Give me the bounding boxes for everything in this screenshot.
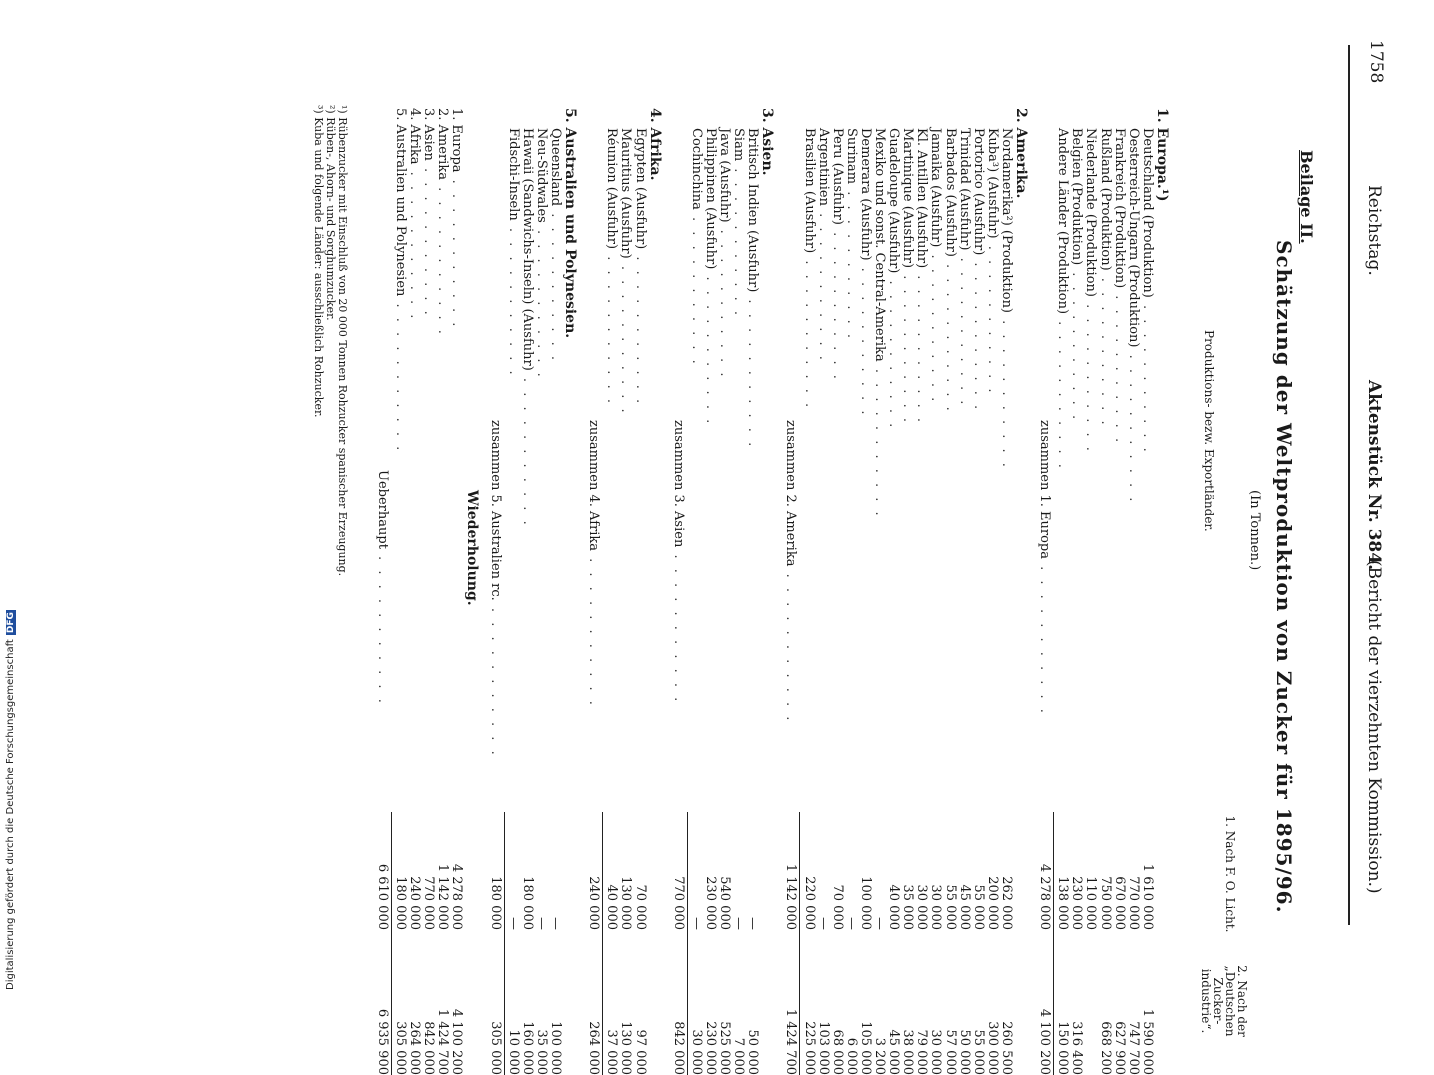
row-label-text: 2. Amerika	[435, 108, 451, 180]
value-licht: 35 000	[900, 884, 916, 930]
row-label	[435, 108, 449, 337]
row-label-text: Demerara (Ausfuhr)	[858, 128, 873, 261]
section-total-row	[670, 0, 686, 1075]
leader-dots: . . . . . . . . . . .	[942, 256, 958, 414]
row-label-text: Brasilien (Ausfuhr)	[801, 128, 817, 254]
leader-dots: . . . . . . . . . . .	[1125, 347, 1141, 505]
value-licht: 40 000	[886, 884, 902, 930]
value-licht: 1 142 000	[435, 863, 451, 930]
value-licht: 110 000	[1083, 876, 1099, 930]
leader-dots: . . . . . . . . . . .	[586, 551, 602, 708]
value-zuckerindustrie: 842 000	[421, 1021, 437, 1075]
leader-dots: . . . . . . . . . . .	[801, 253, 817, 411]
row-label-text: Cochinchina	[688, 128, 704, 210]
row-label-text: Argentinien	[815, 128, 831, 206]
leader-dots: . . . . . . . . . . .	[900, 268, 916, 425]
row-label	[717, 128, 731, 379]
value-zuckerindustrie: 747 700	[1125, 1021, 1141, 1075]
leader-dots: . . . . . . . . . . .	[670, 547, 686, 705]
value-zuckerindustrie: 68 000	[829, 1029, 845, 1075]
table-row	[632, 0, 648, 1075]
section-heading: 1. Europa.¹)	[1154, 108, 1170, 202]
dfg-logo: DFG	[6, 612, 16, 634]
row-label-text: Trinidad (Ausfuhr)	[956, 128, 972, 251]
unit-label: (In Tonnen.)	[1247, 490, 1262, 571]
value-licht: 750 000	[1097, 876, 1113, 930]
leader-dots: . . . . . . . . . . .	[618, 258, 634, 416]
table-row	[1111, 0, 1127, 1075]
row-label-text: Fidschi-Inseln	[505, 128, 521, 221]
value-zuckerindustrie: 264 000	[407, 1021, 423, 1075]
value-licht: 220 000	[801, 876, 817, 930]
table-row	[886, 0, 902, 1075]
table-row	[519, 0, 535, 1075]
table-row	[1084, 0, 1098, 1000]
row-label-text: Oesterreich-Ungarn (Produktion)	[1125, 128, 1141, 348]
leader-dots: . . . . . . . . . . .	[519, 370, 535, 528]
row-label	[830, 128, 844, 382]
leader-dots: . . . . . . . . . . .	[999, 313, 1014, 470]
value-zuckerindustrie: 50 000	[745, 1029, 761, 1075]
row-label	[957, 128, 971, 407]
table-row	[618, 0, 634, 1075]
value-zuckerindustrie: 35 000	[534, 1029, 549, 1075]
value-licht: 100 000	[858, 876, 873, 930]
row-label	[1084, 128, 1098, 454]
row-label	[872, 128, 886, 519]
value-zuckerindustrie: 260 500	[999, 1021, 1014, 1075]
value-zuckerindustrie: 305 000	[393, 1021, 409, 1075]
column-2-header: 2. Nach der „Deutschen Zucker-industrie“.	[1199, 965, 1249, 1037]
table-row	[604, 0, 620, 1075]
leader-dots: . . . . . . . . . . .	[1055, 314, 1071, 471]
leader-dots: . . . . . . . . . . .	[688, 209, 704, 367]
page-number: 1758	[1366, 40, 1386, 84]
leader-dots: . . . . . . . . . . .	[435, 179, 451, 337]
value-licht: 4 278 000	[449, 863, 465, 930]
leader-dots: . . . . . . . . . . .	[886, 273, 902, 431]
value-licht: 240 000	[407, 876, 423, 930]
row-label	[520, 128, 534, 528]
value-zuckerindustrie: 100 000	[548, 1021, 564, 1075]
value-licht: 770 000	[1125, 876, 1141, 930]
row-label	[731, 128, 745, 318]
row-label-text: Martinique (Ausfuhr)	[900, 128, 916, 269]
leader-dots: . . . . . . . . . . .	[984, 238, 1000, 396]
value-licht: 180 000	[519, 876, 535, 930]
row-label	[985, 128, 999, 396]
footnote: ¹) Rübenzucker mit Einschluß von 20 000 Tonnen Rohzucker spanischer Erzeugung.	[335, 105, 349, 577]
table-row	[858, 0, 873, 1075]
row-label	[1140, 128, 1154, 455]
row-label-text: 5. Australien und Polynesien	[393, 108, 409, 297]
table-row	[843, 0, 859, 1075]
table-row	[421, 0, 437, 1075]
row-label-text: Frankreich (Produktion)	[1111, 128, 1127, 289]
row-label	[943, 128, 957, 414]
row-label-text: Kuba³) (Ausfuhr)	[984, 128, 1000, 239]
row-label	[1069, 128, 1083, 422]
row-label	[450, 108, 464, 329]
row-label	[971, 128, 985, 412]
value-licht: 55 000	[970, 884, 986, 930]
row-label-text: Java (Ausfuhr)	[717, 128, 733, 223]
table-row	[872, 0, 888, 1075]
leader-dots: . . . . . . . . . . .	[505, 220, 521, 378]
row-label-text: zusammen 2. Amerika	[783, 420, 799, 567]
leader-dots: . . . . . . . . . . .	[783, 566, 799, 724]
row-label	[407, 108, 421, 321]
row-label-text: Britisch Indien (Ausfuhr)	[745, 128, 761, 293]
value-zuckerindustrie: 300 000	[984, 1021, 1000, 1075]
row-label-text: 3. Asien	[421, 108, 437, 161]
row-label-text: Mauritius (Ausfuhr)	[618, 128, 634, 259]
row-label-text: zusammen 1. Europa	[1037, 420, 1053, 560]
row-label	[393, 108, 407, 453]
value-licht: —	[843, 917, 859, 930]
row-label-text: zusammen 3. Asien	[670, 420, 686, 548]
table-row	[449, 0, 465, 1075]
sum-rule	[800, 812, 801, 1075]
row-label-text: Kl. Antillen (Ausfuhr)	[914, 128, 930, 269]
table-row	[688, 0, 704, 1075]
value-zuckerindustrie: 668 200	[1097, 1021, 1113, 1075]
row-label	[1037, 420, 1051, 716]
row-label	[1098, 128, 1112, 428]
value-zuckerindustrie: 842 000	[670, 1021, 686, 1075]
row-label-text: Rußland (Produktion)	[1097, 128, 1113, 271]
value-zuckerindustrie: 6 935 900	[375, 1008, 390, 1075]
row-label	[421, 108, 435, 318]
table-row	[942, 0, 958, 1075]
leader-dots: . . . . . . . . . . .	[1111, 288, 1127, 446]
row-label	[619, 128, 633, 416]
value-licht: —	[731, 917, 747, 930]
value-licht: —	[548, 917, 564, 930]
value-zuckerindustrie: 316 400	[1069, 1021, 1085, 1075]
section-total-row	[1037, 0, 1053, 1075]
row-label-text: zusammen 4. Afrika	[586, 420, 602, 552]
leader-dots: . . . . . . . . . . .	[548, 206, 564, 363]
leader-dots: . . . . . . . . . . .	[928, 247, 944, 405]
section-total-row	[586, 0, 602, 1075]
value-zuckerindustrie: 4 100 200	[1037, 1008, 1053, 1075]
leader-dots: . . . . . . . . . . .	[956, 250, 972, 408]
row-label	[802, 128, 816, 410]
grand-total-row	[375, 0, 390, 1075]
row-label	[671, 420, 685, 704]
value-zuckerindustrie: 103 000	[815, 1021, 831, 1075]
value-zuckerindustrie: 525 000	[717, 1021, 733, 1075]
row-label	[488, 420, 502, 758]
value-zuckerindustrie: 1 590 000	[1139, 1008, 1155, 1075]
value-licht: 138 000	[1055, 876, 1071, 930]
row-label	[375, 470, 389, 706]
leader-dots: . . . . . . . . . . .	[449, 172, 465, 330]
row-label	[745, 128, 759, 449]
leader-dots: . . . . . . . . . . .	[1037, 559, 1053, 716]
leader-dots: . . . . . . . . . . .	[632, 249, 648, 407]
row-label	[1055, 128, 1069, 471]
row-label-text: Neu-Südwales	[534, 128, 549, 223]
row-label	[689, 128, 703, 367]
value-licht: 262 000	[999, 876, 1014, 930]
leader-dots: . . . . . . . . . . .	[604, 249, 620, 406]
sum-rule	[504, 812, 505, 1075]
section-heading: 5. Australien und Polynesien.	[562, 108, 579, 339]
leader-dots: . . . . . . . . . . .	[914, 268, 930, 426]
column-1-header: 1. Nach F. O. Licht.	[1223, 815, 1237, 933]
table-row	[1069, 0, 1085, 1075]
value-licht: —	[815, 917, 831, 930]
value-zuckerindustrie: 225 000	[801, 1021, 817, 1075]
value-zuckerindustrie: 627 900	[1111, 1021, 1127, 1075]
table-row	[717, 0, 733, 1075]
row-label-text: Hawaii (Sandwichs-Inseln) (Ausfuhr)	[519, 128, 535, 371]
table-row	[801, 0, 817, 1075]
row-label-text: Andere Länder (Produktion)	[1055, 128, 1071, 315]
row-label-text: Portorico (Ausfuhr)	[970, 128, 986, 256]
section-heading: Wiederholung.	[463, 490, 480, 606]
value-zuckerindustrie: 10 000	[505, 1029, 521, 1075]
value-licht: 45 000	[956, 884, 972, 930]
row-label	[506, 128, 520, 378]
leader-dots: . . . . . . . . . . .	[970, 255, 986, 413]
table-row	[505, 0, 521, 1075]
table-row	[829, 0, 845, 1075]
row-label-text: Belgien (Produktion)	[1069, 128, 1085, 266]
value-zuckerindustrie: 160 000	[519, 1021, 535, 1075]
value-licht: 70 000	[632, 884, 648, 930]
section-heading: 4. Afrika.	[646, 108, 663, 181]
table-row	[815, 0, 831, 1075]
row-label-text: Jamaika (Ausfuhr)	[928, 128, 944, 248]
value-zuckerindustrie: 1 424 700	[435, 1008, 451, 1075]
value-licht: 130 000	[618, 876, 634, 930]
row-label-text: Nordamerika²) (Produktion)	[999, 128, 1014, 314]
value-licht: 230 000	[1069, 876, 1085, 930]
value-licht: 4 278 000	[1037, 863, 1053, 930]
section-total-row	[783, 0, 799, 1075]
value-zuckerindustrie: 55 000	[970, 1029, 986, 1075]
value-zuckerindustrie: 305 000	[487, 1021, 503, 1075]
table-row	[407, 0, 423, 1075]
value-licht: —	[872, 917, 888, 930]
table-row	[703, 0, 718, 1075]
leader-dots: . . . . . . . . . . .	[745, 292, 761, 450]
table-row	[1139, 0, 1155, 1075]
row-label	[900, 128, 914, 425]
row-label	[929, 128, 943, 404]
row-label	[886, 128, 900, 430]
value-zuckerindustrie: 6 000	[843, 1037, 859, 1075]
value-licht: —	[505, 917, 521, 930]
row-label	[633, 128, 647, 406]
leader-dots: . . . . . . . . . . .	[815, 205, 831, 363]
row-label	[586, 420, 600, 708]
value-zuckerindustrie: 30 000	[688, 1029, 704, 1075]
value-licht: 1 142 000	[783, 863, 799, 930]
row-label	[784, 420, 798, 723]
value-zuckerindustrie: 7 000	[731, 1037, 747, 1075]
table-row	[914, 0, 930, 1075]
value-zuckerindustrie: 50 000	[956, 1029, 972, 1075]
value-licht: —	[745, 917, 761, 930]
value-zuckerindustrie: 130 000	[618, 1021, 634, 1075]
value-licht: 770 000	[421, 876, 437, 930]
sum-rule	[1053, 812, 1054, 1075]
value-zuckerindustrie: 57 000	[942, 1029, 958, 1075]
row-label-text: Ueberhaupt	[375, 470, 390, 549]
header-rule	[1348, 45, 1350, 925]
value-licht: 1 610 000	[1139, 863, 1155, 930]
leader-dots: . . . . . . . . . . .	[717, 222, 733, 380]
table-row	[548, 0, 564, 1075]
table-row	[393, 0, 409, 1075]
leader-dots: . . . . . . . . . . .	[534, 222, 549, 380]
value-zuckerindustrie: 30 000	[928, 1029, 944, 1075]
table-row	[1125, 0, 1141, 1075]
row-label-text: zusammen 5. Australien rc.	[487, 420, 503, 601]
value-licht: 30 000	[928, 884, 944, 930]
leader-dots: . . . . . . . . . . .	[872, 361, 888, 519]
value-zuckerindustrie: 230 000	[703, 1021, 718, 1075]
value-zuckerindustrie: 150 000	[1055, 1021, 1071, 1075]
row-label	[914, 128, 928, 425]
value-licht: 6 610 000	[375, 863, 390, 930]
table-row	[928, 0, 944, 1075]
value-licht: 540 000	[717, 876, 733, 930]
row-label	[1126, 128, 1140, 504]
table-row	[435, 0, 451, 1075]
value-zuckerindustrie: 37 000	[604, 1029, 620, 1075]
value-zuckerindustrie: 3 200	[872, 1037, 888, 1075]
section-heading: 3. Asien.	[759, 108, 776, 176]
row-label	[548, 128, 562, 363]
row-label-text: Réunion (Ausfuhr)	[604, 128, 620, 250]
row-label-text: Peru (Ausfuhr)	[829, 128, 845, 225]
leader-dots: . . . . . . . . . . .	[843, 184, 859, 342]
row-label-text: 4. Afrika	[407, 108, 423, 165]
row-label	[534, 128, 548, 380]
value-zuckerindustrie: 45 000	[886, 1029, 902, 1075]
row-label-text: Queensland	[548, 128, 564, 207]
value-licht: —	[688, 917, 704, 930]
sidebar-credit-text: Digitalisierung gefördert durch die Deutsche Forschungsgemeinschaft	[5, 639, 16, 990]
leader-dots: . . . . . . . . . . .	[487, 600, 503, 758]
leader-dots: . . . . . . . . . . .	[393, 296, 409, 454]
table-row	[1055, 0, 1071, 1075]
row-label-text: Barbados (Ausfuhr)	[942, 128, 958, 257]
row-label	[858, 128, 872, 417]
value-licht: 670 000	[1111, 876, 1127, 930]
value-zuckerindustrie: 97 000	[632, 1029, 648, 1075]
table-row	[1097, 0, 1113, 1075]
leader-dots: . . . . . . . . . . .	[1097, 270, 1113, 428]
table-row	[534, 0, 549, 1075]
row-label-text: Siam	[731, 128, 747, 162]
leader-dots: . . . . . . . . . . .	[829, 224, 845, 382]
footnote: ²) Rüben-, Ahorn- und Sorghumzucker.	[323, 105, 337, 321]
value-licht: 55 000	[942, 884, 958, 930]
leader-dots: . . . . . . . . . . .	[1139, 297, 1155, 455]
value-zuckerindustrie: 105 000	[858, 1021, 873, 1075]
table-row	[745, 0, 761, 1075]
sum-rule	[391, 812, 392, 1075]
table-row	[999, 0, 1014, 1075]
section-total-row	[487, 0, 503, 1075]
table-row	[970, 0, 986, 1075]
leader-dots: . . . . . . . . . . .	[858, 260, 873, 418]
leader-dots: . . . . . . . . . . .	[1083, 296, 1099, 454]
leader-dots: . . . . . . . . . . .	[421, 160, 437, 318]
row-label	[816, 128, 830, 363]
header-left: Reichstag.	[1364, 185, 1384, 276]
row-label-text: Surinam	[843, 128, 859, 185]
value-licht: —	[534, 917, 549, 930]
header-right: (Bericht der vierzehnten Kommission.)	[1364, 560, 1384, 894]
table-row	[731, 0, 747, 1075]
row-label	[703, 128, 717, 426]
value-licht: 180 000	[393, 876, 409, 930]
table-row	[956, 0, 972, 1075]
row-label-text: 1. Europa	[449, 108, 465, 173]
value-licht: 240 000	[586, 876, 602, 930]
leader-dots: . . . . . . . . . . .	[731, 161, 747, 319]
value-licht: 30 000	[914, 884, 930, 930]
sum-rule	[687, 812, 688, 1075]
value-licht: 40 000	[604, 884, 620, 930]
value-licht: 200 000	[984, 876, 1000, 930]
row-label	[1112, 128, 1126, 445]
table-row	[984, 0, 1000, 1075]
value-licht: 70 000	[829, 884, 845, 930]
row-label	[844, 128, 858, 341]
row-label-text: Deutschland (Produktion)	[1139, 128, 1155, 298]
page-title: Schätzung der Weltproduktion von Zucker für 1895/96.	[1272, 240, 1296, 914]
value-zuckerindustrie: 4 100 200	[449, 1008, 465, 1075]
leader-dots: . . . . . . . . . . .	[407, 164, 423, 322]
row-label-text: Mexiko und sonst. Central-Amerika	[872, 128, 888, 362]
row-label-text: Philippinen (Ausfuhr)	[703, 128, 718, 270]
footnote: ³) Kuba und folgende Länder: ausschließlich Rohzucker.	[311, 105, 325, 418]
leader-dots: . . . . . . . . . . .	[703, 269, 718, 427]
leader-dots: . . . . . . . . . . .	[375, 548, 390, 706]
value-licht: 770 000	[670, 876, 686, 930]
leader-dots: . . . . . . . . . . .	[1069, 265, 1085, 423]
value-zuckerindustrie: 79 000	[914, 1029, 930, 1075]
value-zuckerindustrie: 38 000	[900, 1029, 916, 1075]
row-label-text: Guadeloupe (Ausfuhr)	[886, 128, 902, 274]
header-center: Aktenstück Nr. 384.	[1364, 380, 1384, 571]
row-label	[999, 128, 1013, 470]
value-zuckerindustrie: 264 000	[586, 1021, 602, 1075]
section-heading: 2. Amerika.	[1013, 108, 1030, 199]
row-label	[604, 128, 618, 406]
beilage-label: Beilage II.	[1297, 150, 1316, 244]
value-zuckerindustrie: 1 424 700	[783, 1008, 799, 1075]
row-label-text: Niederlande (Produktion)	[1083, 128, 1099, 297]
table-row	[900, 0, 916, 1075]
row-label-text: Egypten (Ausfuhr)	[632, 128, 648, 250]
sum-rule	[602, 812, 603, 1075]
column-label-header: Produktions- bezw. Exportländer.	[1202, 330, 1216, 532]
value-licht: 230 000	[703, 876, 718, 930]
value-licht: 180 000	[487, 876, 503, 930]
